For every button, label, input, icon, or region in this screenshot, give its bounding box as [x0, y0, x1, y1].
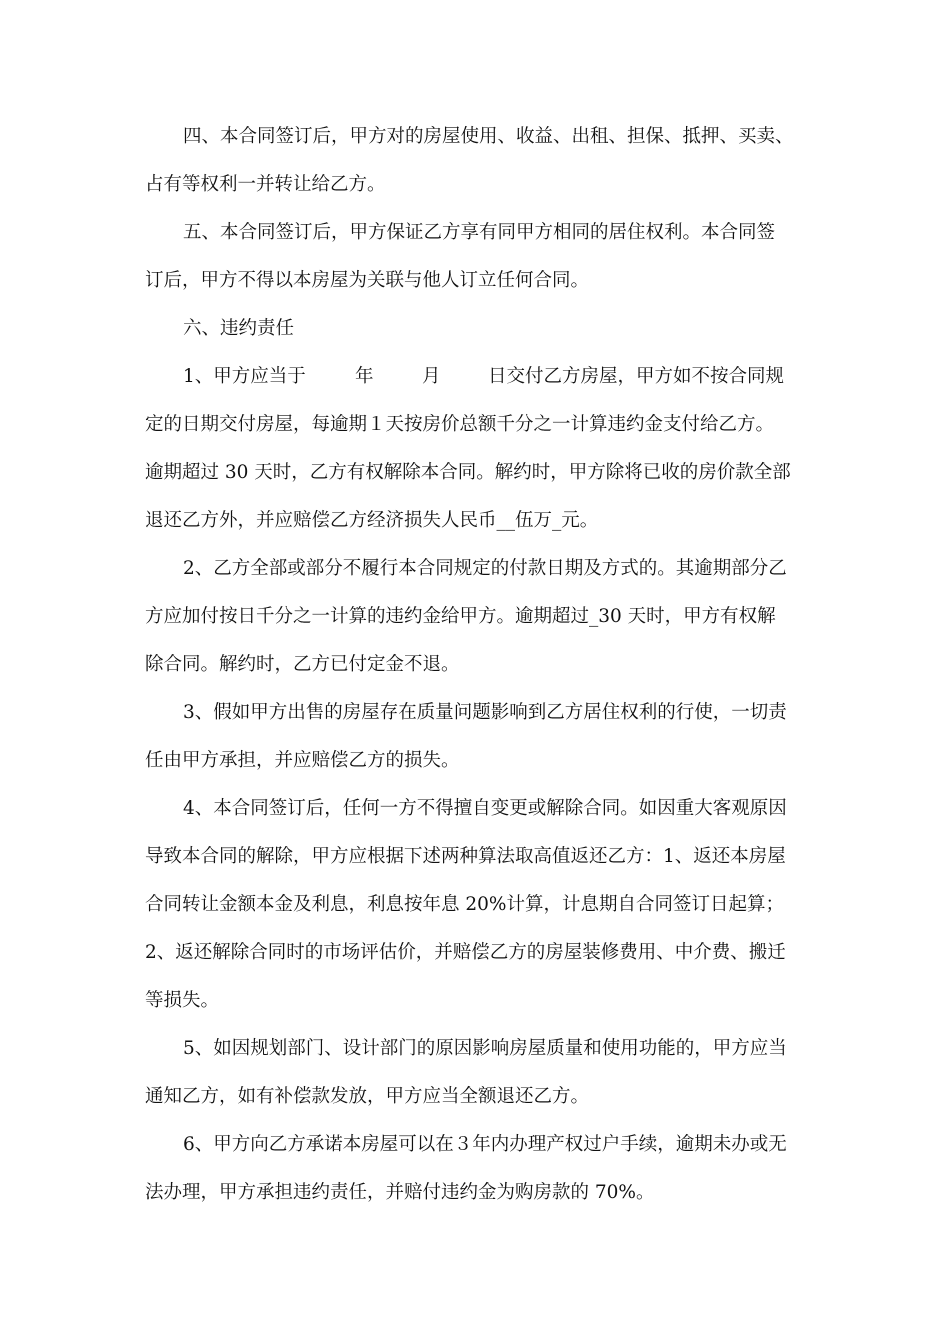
text-line	[0, 353, 950, 401]
clause-5-line-1: 五、本合同签订后，甲方保证乙方享有同甲方相同的居住权利。本合同签	[183, 222, 776, 243]
text-line	[0, 257, 950, 305]
breach-4-line-1: 4、本合同签订后，任何一方不得擅自变更或解除合同。如因重大客观原因	[183, 798, 787, 819]
breach-1-line-1-start: 1、甲方应当于	[183, 366, 306, 387]
text-line	[0, 977, 950, 1025]
breach-2-line-3: 除合同。解约时，乙方已付定金不退。	[145, 654, 460, 675]
breach-3-line-2: 任由甲方承担，并应赔偿乙方的损失。	[145, 750, 460, 771]
text-line	[0, 1025, 950, 1073]
breach-1-line-4: 退还乙方外，并应赔偿乙方经济损失人民币__伍万_元。	[145, 510, 599, 531]
breach-2-line-2: 方应加付按日千分之一计算的违约金给甲方。逾期超过_30 天时，甲方有权解	[145, 606, 776, 627]
breach-2-line-1: 2、乙方全部或部分不履行本合同规定的付款日期及方式的。其逾期部分乙	[183, 558, 787, 579]
text-line	[0, 545, 950, 593]
month-label: 月	[422, 366, 441, 387]
breach-5-line-1: 5、如因规划部门、设计部门的原因影响房屋质量和使用功能的，甲方应当	[183, 1038, 787, 1059]
text-line	[0, 209, 950, 257]
text-line	[0, 497, 950, 545]
text-line	[0, 737, 950, 785]
text-line	[0, 641, 950, 689]
breach-1-line-3: 逾期超过 30 天时，乙方有权解除本合同。解约时，甲方除将已收的房价款全部	[145, 462, 791, 483]
breach-6-line-1: 6、甲方向乙方承诺本房屋可以在３年内办理产权过户手续，逾期未办或无	[183, 1134, 787, 1155]
breach-3-line-1: 3、假如甲方出售的房屋存在质量问题影响到乙方居住权利的行使，一切责	[183, 702, 787, 723]
text-line	[0, 881, 950, 929]
year-label: 年	[355, 366, 374, 387]
clause-4-line-2: 占有等权利一并转让给乙方。	[145, 174, 386, 195]
text-line	[0, 689, 950, 737]
breach-6-line-2: 法办理，甲方承担违约责任，并赔付违约金为购房款的 70%。	[145, 1182, 655, 1203]
text-line	[0, 1073, 950, 1121]
breach-4-line-5: 等损失。	[145, 990, 220, 1011]
text-line	[0, 833, 950, 881]
text-line	[0, 1121, 950, 1169]
text-line	[0, 449, 950, 497]
breach-4-line-3: 合同转让金额本金及利息，利息按年息 20%计算，计息期自合同签订日起算；	[145, 894, 785, 915]
clause-4-line-1: 四、本合同签订后，甲方对的房屋使用、收益、出租、担保、抵押、买卖、	[183, 126, 794, 147]
section-heading-breach: 六、违约责任	[183, 318, 295, 339]
text-line	[0, 929, 950, 977]
text-line	[0, 305, 950, 353]
breach-4-line-4: 2、返还解除合同时的市场评估价，并赔偿乙方的房屋装修费用、中介费、搬迁	[145, 942, 786, 963]
text-line	[0, 401, 950, 449]
text-line	[0, 785, 950, 833]
breach-1-line-1-end: 日交付乙方房屋，甲方如不按合同规	[488, 366, 785, 387]
text-line	[0, 161, 950, 209]
text-line	[0, 593, 950, 641]
breach-5-line-2: 通知乙方，如有补偿款发放，甲方应当全额退还乙方。	[145, 1086, 590, 1107]
text-line	[0, 1169, 950, 1217]
breach-1-line-2: 定的日期交付房屋，每逾期１天按房价总额千分之一计算违约金支付给乙方。	[145, 414, 775, 435]
clause-5-line-2: 订后，甲方不得以本房屋为关联与他人订立任何合同。	[145, 270, 590, 291]
text-line	[0, 113, 950, 161]
breach-4-line-2: 导致本合同的解除，甲方应根据下述两种算法取高值返还乙方：1、返还本房屋	[145, 846, 786, 867]
